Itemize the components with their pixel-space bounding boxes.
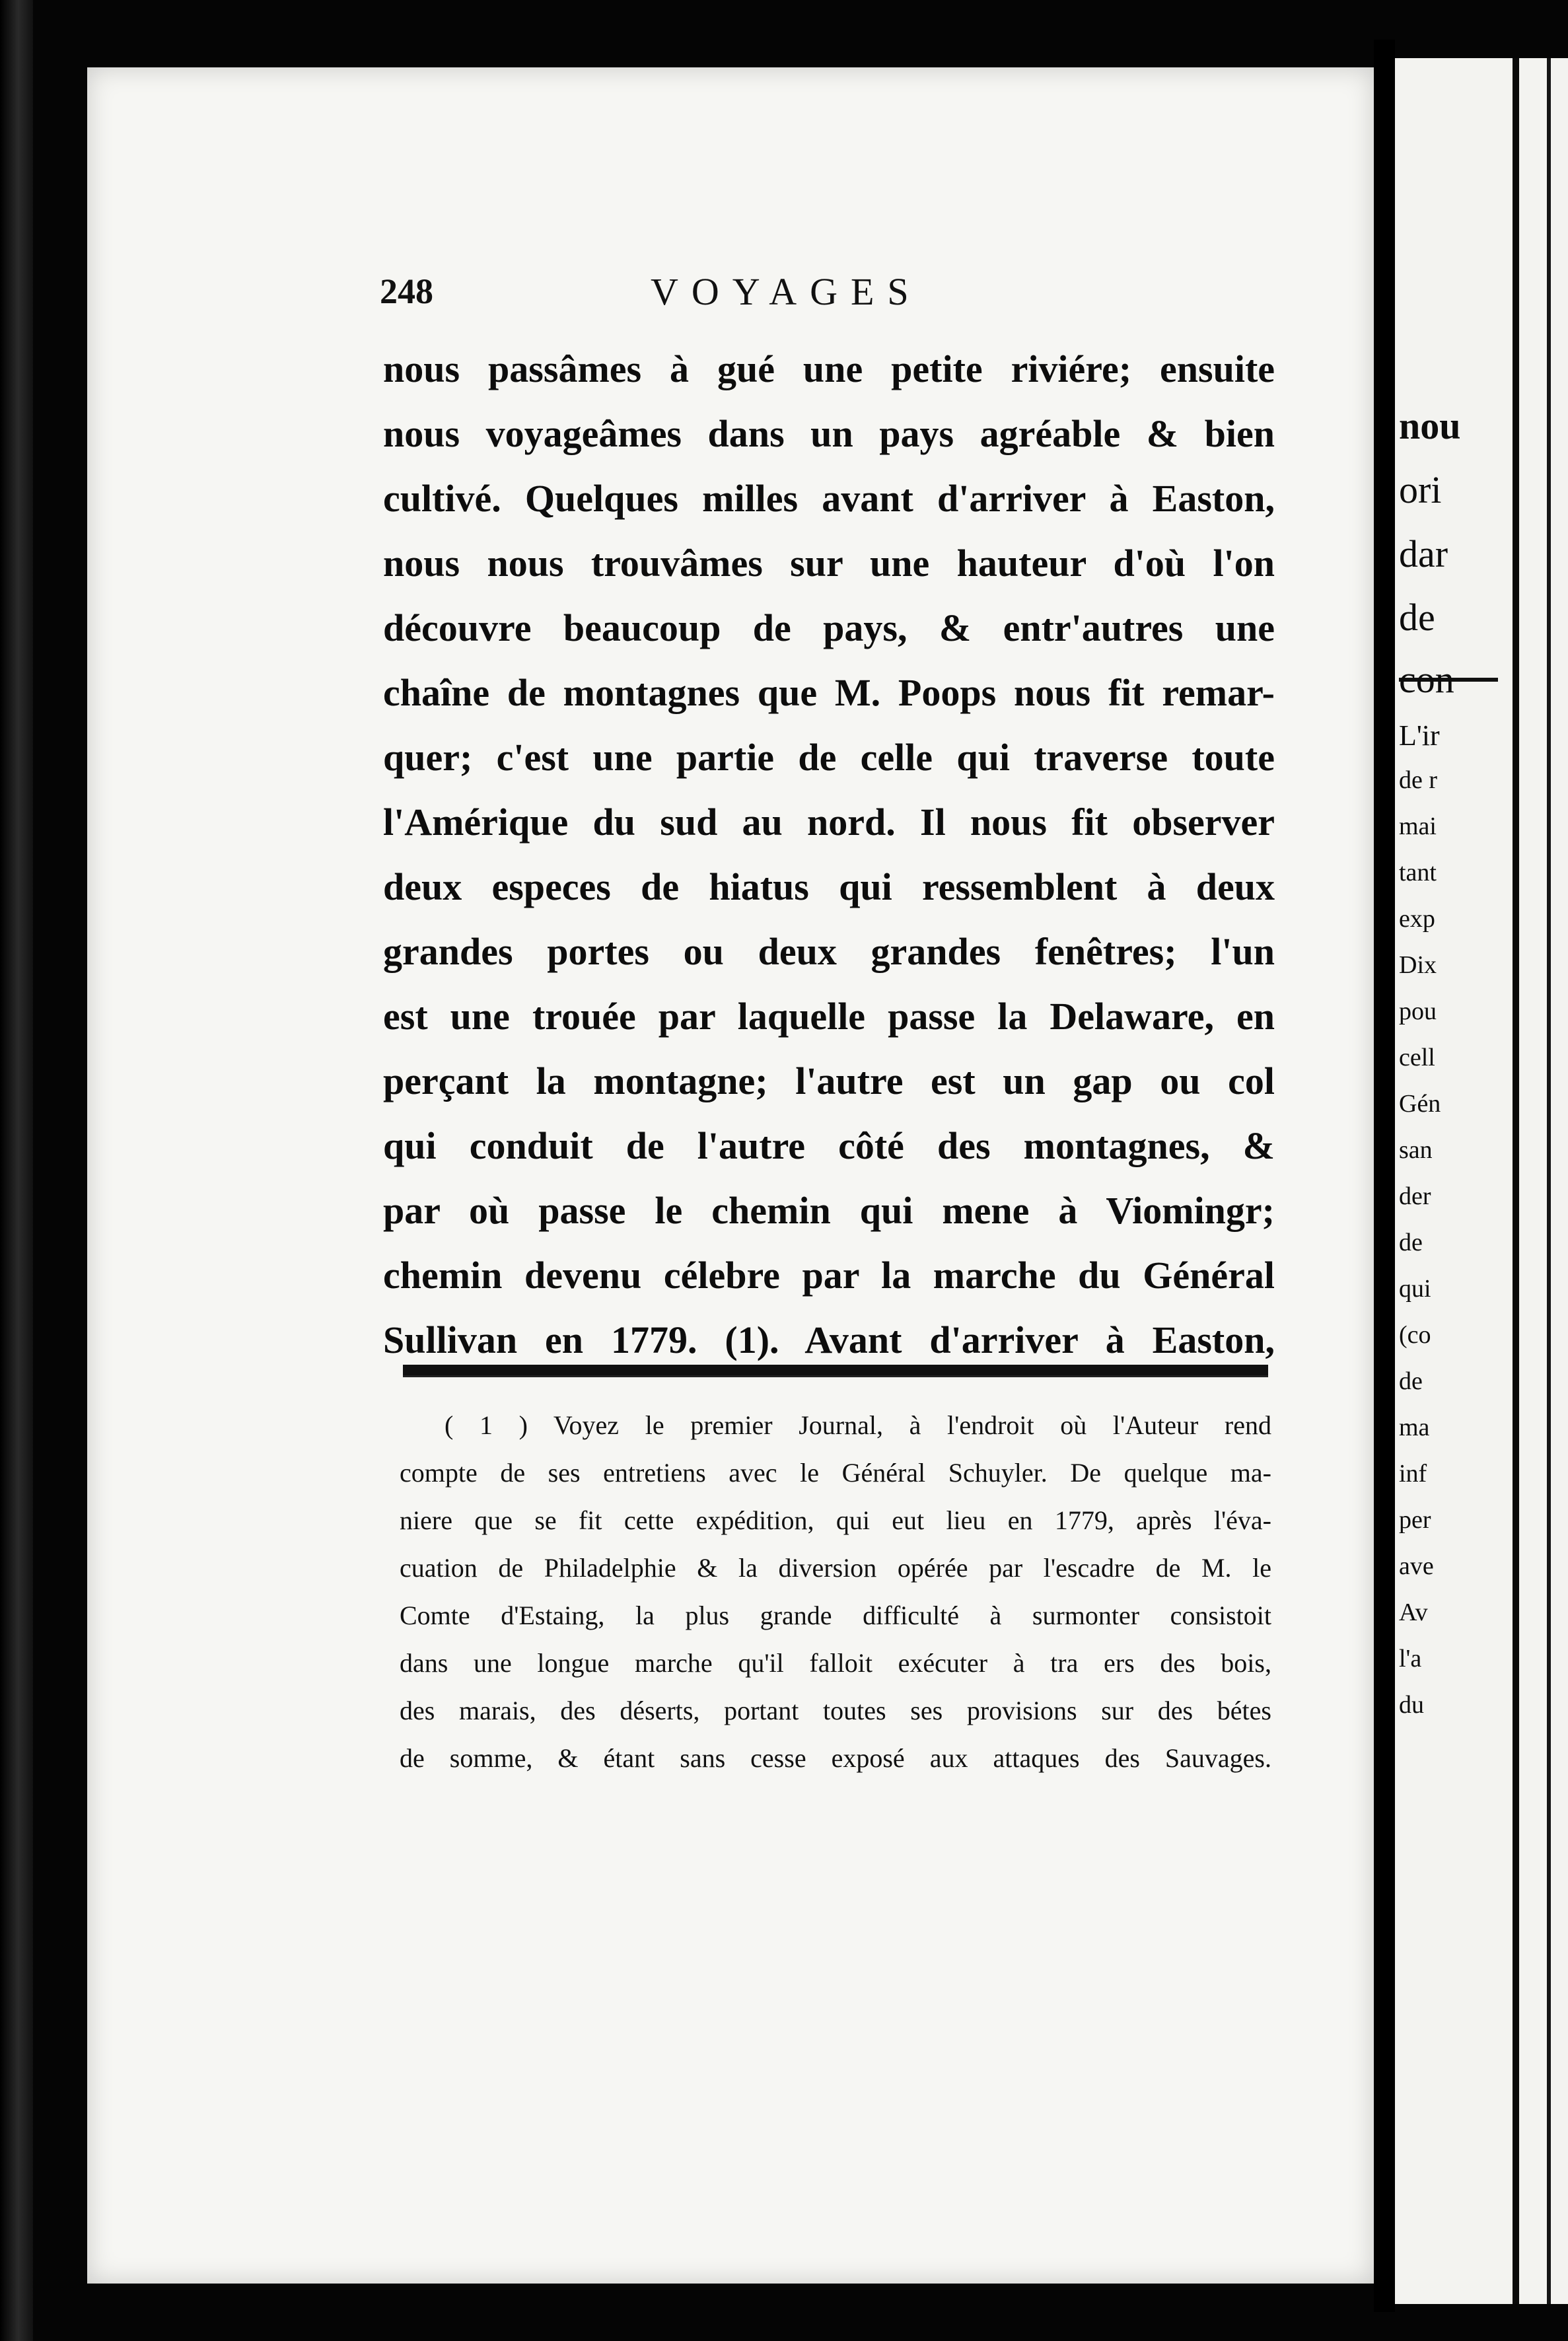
adjacent-text-fragment: l'a <box>1399 1645 1422 1673</box>
adjacent-text-fragment: L'ir <box>1399 719 1440 752</box>
body-line: qui conduit de l'autre côté des montagnes, & <box>383 1124 1275 1167</box>
body-line: cultivé. Quelques milles avant d'arriver à Easton, <box>383 477 1275 520</box>
body-line: quer; c'est une partie de celle qui traverse toute <box>383 736 1275 779</box>
adjacent-text-fragment: (co <box>1399 1321 1431 1349</box>
adjacent-text-fragment: con <box>1399 658 1454 701</box>
adjacent-text-fragment: cell <box>1399 1044 1435 1071</box>
footnote-line: de somme, & étant sans cesse exposé aux attaques des Sauvages. <box>400 1743 1271 1773</box>
adjacent-text-fragment: du <box>1399 1691 1424 1719</box>
body-line: est une trouée par laquelle passe la Delaware, en <box>383 995 1275 1038</box>
adjacent-text-fragment: Dix <box>1399 951 1437 979</box>
body-line: Sullivan en 1779. (1). Avant d'arriver à Easton, <box>383 1318 1275 1361</box>
footnote-separator <box>403 1365 1268 1377</box>
page-gutter <box>1374 40 1395 2312</box>
running-title: VOYAGES <box>651 270 922 313</box>
adjacent-text-fragment: mai <box>1399 812 1437 840</box>
footnote-line: niere que se fit cette expédition, qui eut lieu en 1779, après l'éva- <box>400 1505 1271 1535</box>
body-line: grandes portes ou deux grandes fenêtres; l'un <box>383 930 1275 973</box>
body-line: chemin devenu célebre par la marche du Général <box>383 1254 1275 1297</box>
footnote-line: des marais, des déserts, portant toutes ses provisions sur des bétes <box>400 1696 1271 1725</box>
body-line: nous voyageâmes dans un pays agréable & bien <box>383 412 1275 455</box>
body-line: chaîne de montagnes que M. Poops nous fit remar- <box>383 671 1275 714</box>
adjacent-text-fragment: exp <box>1399 905 1435 933</box>
adjacent-page-shadow <box>1547 58 1551 2304</box>
adjacent-text-fragment: de r <box>1399 766 1438 794</box>
adjacent-text-fragment: inf <box>1399 1460 1427 1488</box>
body-line: par où passe le chemin qui mene à Viomingr; <box>383 1189 1275 1232</box>
footnote-line: ( 1 ) Voyez le premier Journal, à l'endroit où l'Auteur rend <box>445 1410 1271 1440</box>
body-line: l'Amérique du sud au nord. Il nous fit observer <box>383 801 1275 844</box>
adjacent-text-fragment: dar <box>1399 532 1448 575</box>
adjacent-text-fragment: ave <box>1399 1552 1434 1580</box>
adjacent-text-fragment: nou <box>1399 404 1461 447</box>
adjacent-text-fragment: tant <box>1399 859 1437 886</box>
adjacent-text-fragment: per <box>1399 1506 1431 1534</box>
body-line: perçant la montagne; l'autre est un gap ou col <box>383 1060 1275 1102</box>
page-number: 248 <box>380 271 433 311</box>
adjacent-text-fragment: der <box>1399 1182 1431 1210</box>
footnote-block <box>400 1402 1271 1782</box>
adjacent-text-fragment: de <box>1399 596 1435 639</box>
adjacent-text-fragment: ori <box>1399 468 1442 511</box>
body-line: nous passâmes à gué une petite riviére; ensuite <box>383 347 1275 390</box>
adjacent-text-fragment: qui <box>1399 1275 1431 1303</box>
body-line: découvre beaucoup de pays, & entr'autres une <box>383 606 1275 649</box>
adjacent-text-fragment: de <box>1399 1229 1423 1256</box>
adjacent-text-fragment: pou <box>1399 997 1437 1025</box>
footnote-line: dans une longue marche qu'il falloit exécuter à tra ers des bois, <box>400 1648 1271 1678</box>
adjacent-page-edge <box>1395 58 1568 2304</box>
footnote-line: compte de ses entretiens avec le Général Schuyler. De quelque ma- <box>400 1458 1271 1488</box>
body-line: nous nous trouvâmes sur une hauteur d'où l'on <box>383 542 1275 585</box>
adjacent-text-fragment: Av <box>1399 1599 1428 1626</box>
footnote-line: Comte d'Estaing, la plus grande difficulté à surmonter consistoit <box>400 1601 1271 1630</box>
left-binding-edge <box>0 0 33 2341</box>
adjacent-text-fragment: Gén <box>1399 1090 1441 1118</box>
adjacent-page-shadow <box>1513 58 1519 2304</box>
body-text <box>383 337 1275 1373</box>
adjacent-text-fragment: ma <box>1399 1414 1430 1441</box>
footnote-line: cuation de Philadelphie & la diversion opérée par l'escadre de M. le <box>400 1553 1271 1583</box>
body-line: deux especes de hiatus qui ressemblent à deux <box>383 865 1275 908</box>
adjacent-text-fragment: de <box>1399 1367 1423 1395</box>
adjacent-text-fragment: san <box>1399 1136 1433 1164</box>
